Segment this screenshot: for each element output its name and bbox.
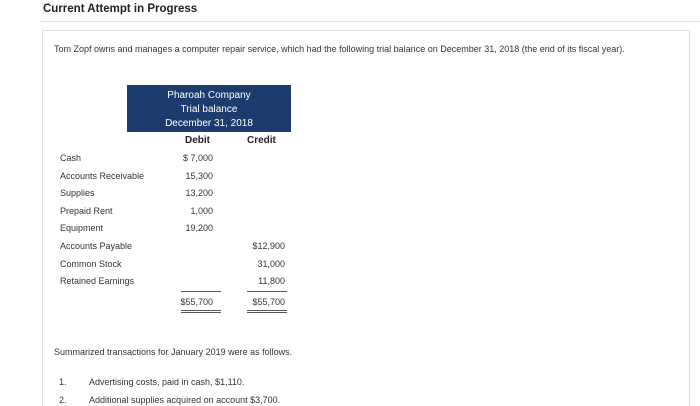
list-item-text: Additional supplies acquired on account $3,700. (89, 395, 281, 405)
statement-date: December 31, 2018 (165, 118, 253, 129)
debit-value: 19,200 (185, 223, 213, 234)
account-name: Accounts Receivable (60, 170, 145, 181)
table-row (57, 257, 291, 275)
debit-double-rule-bottom (181, 312, 221, 313)
table-row (57, 221, 291, 239)
credit-subtotal-rule (247, 291, 287, 292)
header-divider (40, 21, 700, 22)
credit-value: 11,800 (258, 276, 285, 287)
transactions-intro: Summarized transactions for January 2019 were as follows. (54, 347, 293, 357)
account-name: Accounts Payable (60, 241, 133, 251)
total-credit: $55,700 (252, 297, 285, 307)
credit-value: 31,000 (257, 258, 285, 269)
table-row (57, 274, 291, 292)
debit-value: 1,000 (190, 205, 213, 216)
table-row (57, 169, 291, 187)
problem-card (42, 30, 690, 406)
list-item-number: 1. (59, 377, 67, 387)
account-name: Cash (60, 153, 82, 163)
list-item-number: 2. (59, 395, 67, 405)
table-row (57, 186, 291, 204)
page-header-title: Current Attempt in Progress (43, 3, 198, 15)
debit-subtotal-rule (181, 291, 221, 292)
total-debit: $55,700 (180, 297, 213, 307)
table-row (57, 204, 291, 222)
debit-value: 15,300 (185, 170, 213, 181)
debit-value: 13,200 (185, 188, 213, 199)
statement-title: Trial balance (180, 104, 238, 115)
debit-double-rule-top (181, 310, 221, 311)
table-row (57, 151, 291, 169)
problem-intro: Tom Zopf owns and manages a computer repair service, which had the following trial balance on December 31, 2018 (the end of its fiscal year). (54, 44, 625, 54)
debit-column-header: Debit (185, 135, 210, 146)
credit-double-rule-bottom (247, 312, 287, 313)
company-name: Pharoah Company (167, 90, 251, 101)
list-item-text: Advertising costs, paid in cash, $1,110. (89, 377, 245, 387)
trial-balance-header (127, 85, 291, 132)
account-name: Supplies (60, 188, 95, 199)
credit-column-header: Credit (247, 135, 276, 146)
account-name: Equipment (60, 223, 104, 234)
account-name: Retained Earnings (60, 276, 135, 287)
credit-double-rule-top (247, 310, 287, 311)
debit-value: $ 7,000 (182, 153, 213, 163)
account-name: Common Stock (60, 258, 122, 269)
account-name: Prepaid Rent (60, 205, 113, 216)
table-row (57, 239, 291, 257)
credit-value: $12,900 (252, 241, 285, 251)
